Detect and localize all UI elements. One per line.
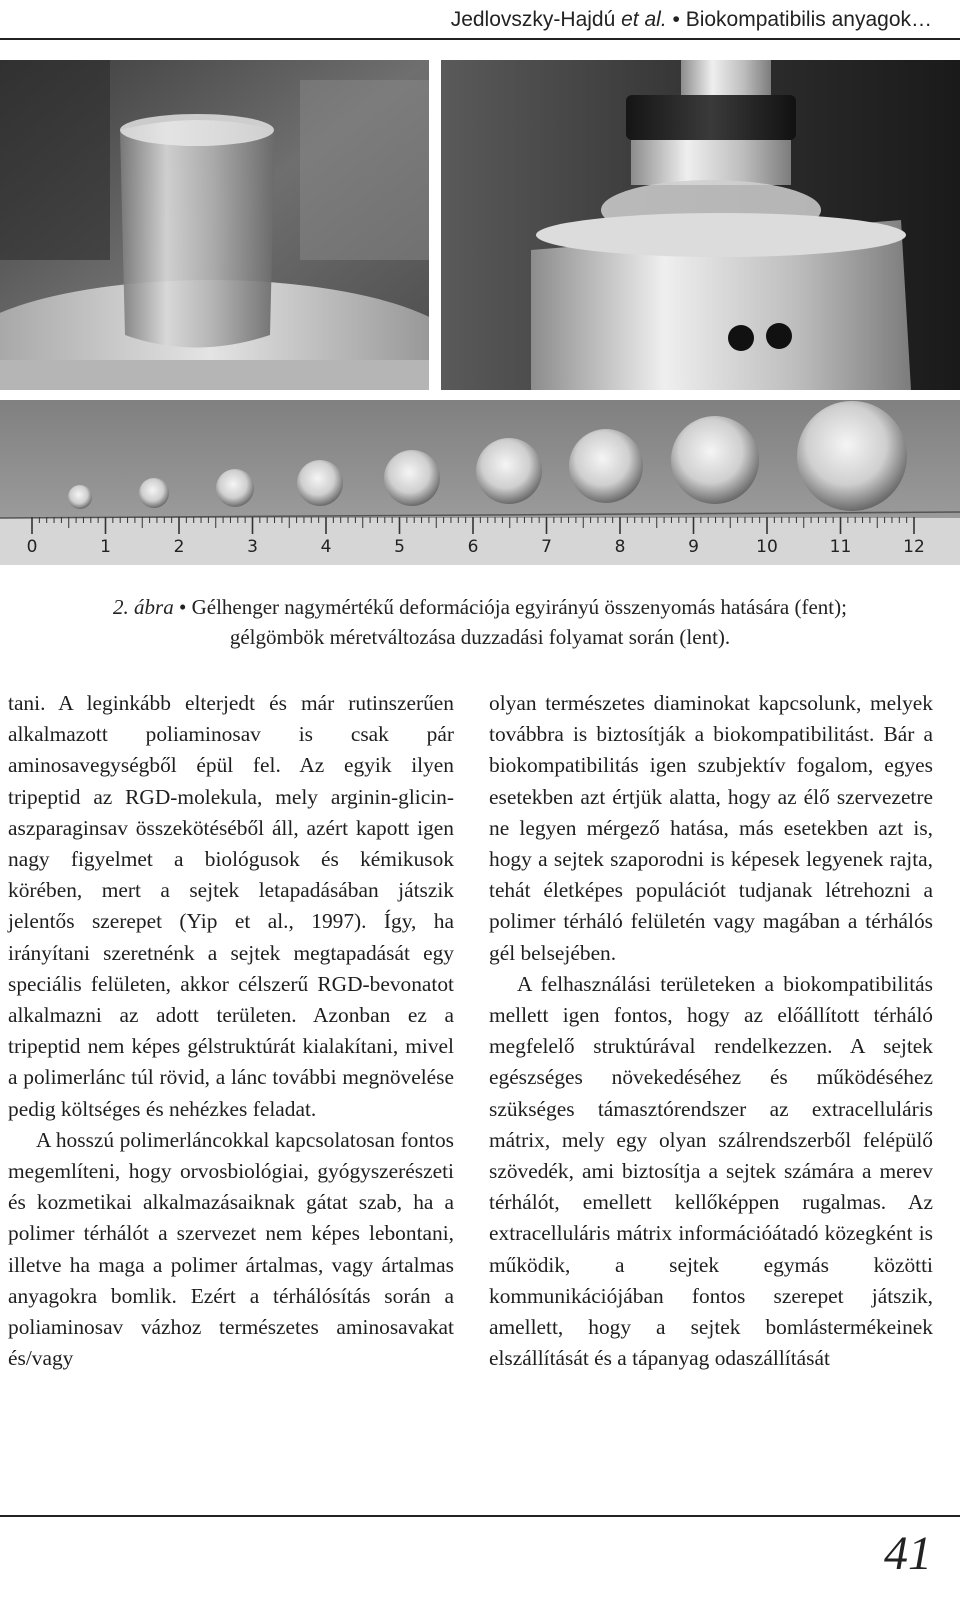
ruler-number: 5 [394,537,405,557]
right-paragraph-1: olyan természetes diaminokat kapcsolunk, melyek továbbra is biztosítják a biokompatibilitást. Bár a biokompatibilitás igen szubjektív fogalom, egyes esetekben azt értjük alatta, hogy az élő szervezetre ne legyen mérgező hatása, más esetekben azt is, hogy a sejtek szaporodni is képesek legyenek rajta, tehát életképes populációt tudjanak létrehozni a polimer térháló felületén vagy magában a térhálós gél belsejében. [489,691,933,965]
gel-sphere [671,416,759,504]
page-number: 41 [884,1527,932,1580]
left-paragraph-2: A hosszú polimerláncokkal kapcsolatosan fontos megemlíteni, hogy orvosbiológiai, gyógyszerészeti és kozmetikai alkalmazásaiknak gátat szab, ha a polimer térhálót a szervezet nem képes lebontani, illetve ha maga a polimer ártalmas, vagy ártalmas anyagokra bomlik. Ezért a térhálósítás során a poliaminosav vázhoz természetes aminosavakat és/vagy [8,1127,454,1371]
ruler-number: 11 [829,537,852,557]
ruler-number: 2 [173,537,185,557]
gel-sphere [216,469,254,507]
photo-gel-spheres-ruler [0,400,960,565]
ruler-number: 9 [688,537,699,557]
gel-sphere [797,401,907,511]
ruler-number: 8 [614,537,626,557]
running-head [451,8,932,32]
header-bullet: • [672,8,680,31]
header-rule [0,38,960,40]
ruler-number: 4 [320,537,332,557]
header-authors: Jedlovszky-Hajdú [450,8,616,31]
ruler-number: 7 [541,537,552,557]
header-title: Biokompatibilis anyagok… [685,8,932,31]
ruler-number: 12 [903,537,925,557]
photo-compression-test [441,60,960,390]
gel-cylinder-image [0,60,429,390]
ruler-number: 3 [247,537,258,557]
gel-sphere [139,478,169,508]
left-column [8,688,454,1374]
gel-sphere [476,438,542,504]
photo-gel-cylinder [0,60,429,390]
caption-label: 2. ábra [113,595,174,619]
gel-sphere [384,450,440,506]
left-paragraph-1: tani. A leginkább elterjedt és már rutinszerűen alkalmazott poliaminosav is csak pár aminosavegységből épül fel. Az egyik ilyen tripeptid az RGD-molekula, mely arginin-glicin-aszparaginsav összekötéséből áll, azért kapott igen nagy figyelmet a biológusok és kémikusok körében, mert a sejtek letapadásában játszik jelentős szerepet (Yip et al., 1997). Így, ha irányítani szeretnénk a sejtek megtapadását egy speciális felületen, akkor célszerű RGD-bevonatot alkalmazni az adott területen. Azonban ez a tripeptid nem képes gélstruktúrát kialakítani, mivel a polimerlánc túl rövid, a lánc további megnövelése pedig költséges és nehézkes feladat. [8,691,454,1121]
ruler-number: 6 [467,537,479,557]
gel-sphere [297,460,343,506]
figure-caption [20,592,940,652]
caption-line1: Gélhenger nagymértékű deformációja egyirányú összenyomás hatására (fent); [191,595,847,619]
caption-line2: gélgömbök méretváltozása duzzadási folyamat során (lent). [229,625,731,649]
gel-sphere [569,429,643,503]
gel-spheres-image [0,400,960,565]
ruler-number: 1 [100,537,111,557]
caption-bullet: • [178,595,187,619]
compression-image [441,60,960,390]
footer-rule [0,1515,960,1517]
header-etal: et al. [621,8,667,31]
gel-sphere [68,485,92,509]
right-paragraph-2: A felhasználási területeken a biokompatibilitás mellett igen fontos, hogy az előállított térháló megfelelő struktúrával rendelkezzen. A sejtek egészséges növekedéséhez és működéséhez szükséges támasztórendszer az extracelluláris mátrix, mely egy olyan szálrendszerből felépülő szövedék, ami biztosítja a sejtek számára a merev térhálót, emellett kellőképpen rugalmas. Az extracelluláris mátrix információátadó közegként is működik, a sejtek egymás közötti kommunikációjában fontos szerepet játszik, amellett, hogy a sejtek bomlástermékeinek elszállítását és a tápanyag odaszállítását [489,971,933,1371]
ruler-number: 0 [26,537,38,557]
ruler-number: 10 [756,537,778,557]
right-column [489,688,933,1374]
